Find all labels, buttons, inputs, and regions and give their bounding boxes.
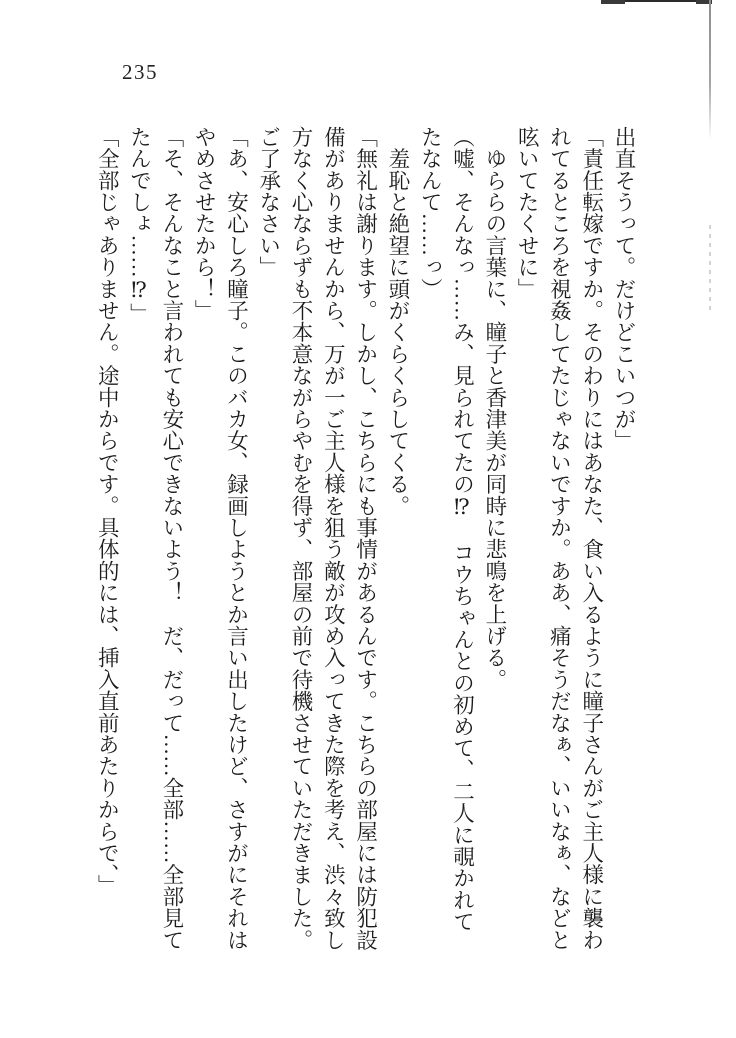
paragraph: ゆららの言葉に、瞳子と香津美が同時に悲鳴を上げる。 — [482, 126, 507, 691]
page-number: 235 — [122, 60, 158, 84]
paragraph: 「全部じゃありません。途中からです。具体的には、挿入直前あたりからで、」 — [95, 126, 120, 897]
scan-edge-right-dots — [709, 225, 711, 310]
paragraph: 出直そうって。だけどこいつが」 — [612, 126, 636, 452]
paragraph: 「あ、安心しろ瞳子。このバカ女、録画しようとか言い出したけど、さすがにそれはやめさせたから！」 — [192, 126, 249, 951]
paragraph: 「そ、そんなこと言われても安心できないよう！ だ、だって……全部……全部見てたんでしょ……⁉」 — [127, 126, 184, 951]
scan-edge-right-line — [709, 0, 711, 140]
paragraph: 「責任転嫁ですか。そのわりにはあなた、食い入るように瞳子さんがご主人様に襲われてるところを視姦してたじゃないですか。ああ、痛そうだなぁ、いいなぁ、などと呟いてたくせに」 — [515, 126, 604, 951]
paragraph: 「無礼は謝ります。しかし、こちらにも事情があるんです。こちらの部屋には防犯設備がありませんから、万が一ご主人様を狙う敵が攻め入ってきた際を考え、渋々致し方なく心ならずも不本意ながらやむを得ず、部屋の前で待機させていただきました。ご了承なさい」 — [256, 126, 378, 951]
paragraph: 羞恥と絶望に頭がくらくらしてくる。 — [385, 126, 410, 517]
text-block — [91, 126, 640, 954]
paragraph: （嘘、そんなっ……み、見られてたの⁉ コウちゃんとの初めて、二人に覗かれてたなんて……っ） — [418, 126, 475, 933]
scan-edge-top-left-mark — [601, 0, 625, 4]
